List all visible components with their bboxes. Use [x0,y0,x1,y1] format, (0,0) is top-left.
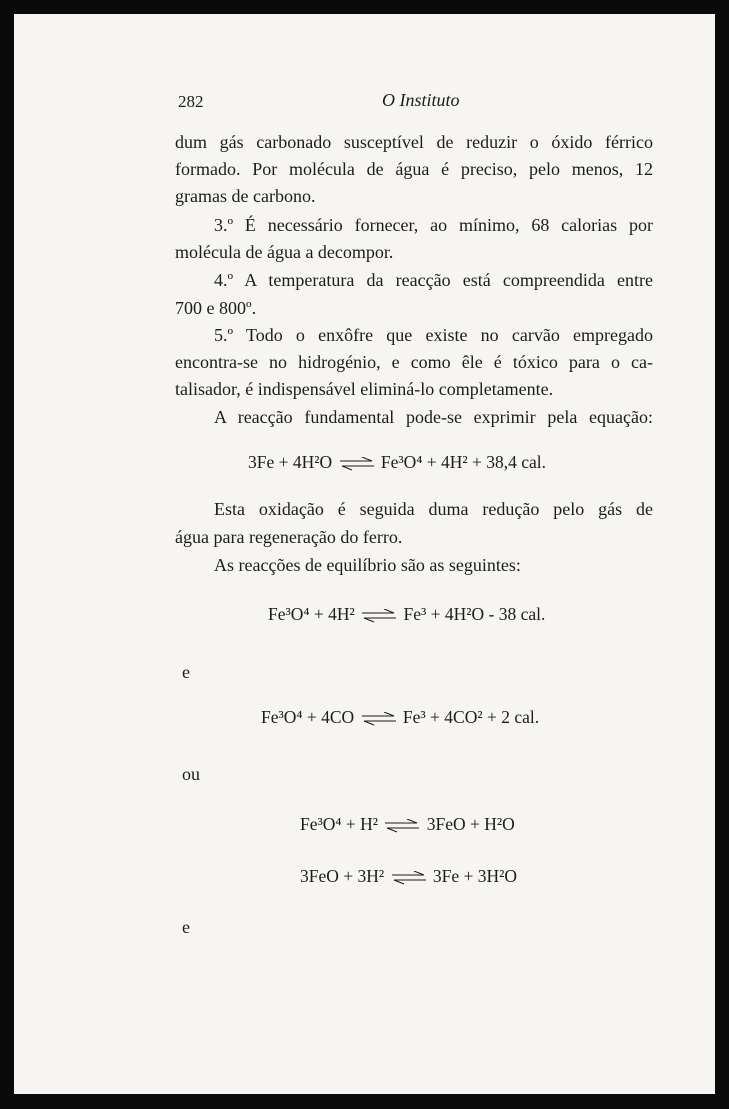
text-line-3: gramas de carbono. [175,186,316,206]
equation-3-left: Fe³O⁴ + 4CO [261,707,355,727]
equation-4 [300,814,515,835]
equilibrium-arrow-icon [360,609,398,623]
equilibrium-arrow-icon [383,819,421,833]
connector-ou: ou [182,764,200,784]
text-line-4: 3.º É necessário fornecer, ao mínimo, 68 calorias por [214,215,653,235]
book-page [14,14,715,1094]
text-line-5: molécula de água a decompor. [175,242,394,262]
connector-e-2: e [182,917,190,937]
page-number: 282 [178,92,204,111]
text-line-9: encontra-se no hidrogénio, e como êle é tóxico para o ca- [175,352,653,372]
equation-5 [300,866,517,887]
equilibrium-arrow-icon [338,457,376,471]
equation-1 [248,452,546,473]
equation-1-left: 3Fe + 4H²O [248,452,333,472]
text-line-12: Esta oxidação é seguida duma redução pelo gás de [214,499,653,519]
equation-5-right: 3Fe + 3H²O [432,866,518,886]
equation-4-right: 3FeO + H²O [426,814,515,834]
equation-2 [268,604,545,625]
running-title: O Instituto [382,90,460,110]
text-line-6: 4.º A temperatura da reacção está compreendida entre [214,270,653,290]
equilibrium-arrow-icon [360,712,398,726]
equation-4-left: Fe³O⁴ + H² [300,814,378,834]
text-line-2: formado. Por molécula de água é preciso, pelo menos, 12 [175,159,653,179]
equation-1-right: Fe³O⁴ + 4H² + 38,4 cal. [380,452,547,472]
text-line-7: 700 e 800º. [175,298,257,318]
equation-5-left: 3FeO + 3H² [300,866,385,886]
equation-3 [261,707,539,728]
text-line-11: A reacção fundamental pode-se exprimir pela equação: [214,407,653,427]
text-line-1: dum gás carbonado susceptível de reduzir o óxido férrico [175,132,653,152]
connector-e-1: e [182,662,190,682]
equation-2-right: Fe³ + 4H²O - 38 cal. [403,604,546,624]
text-line-10: talisador, é indispensável eliminá-lo completamente. [175,379,554,399]
text-line-8: 5.º Todo o enxôfre que existe no carvão empregado [214,325,653,345]
equilibrium-arrow-icon [390,871,428,885]
text-line-14: As reacções de equilíbrio são as seguintes: [214,555,521,575]
text-line-13: água para regeneração do ferro. [175,527,403,547]
equation-3-right: Fe³ + 4CO² + 2 cal. [402,707,540,727]
equation-2-left: Fe³O⁴ + 4H² [268,604,355,624]
